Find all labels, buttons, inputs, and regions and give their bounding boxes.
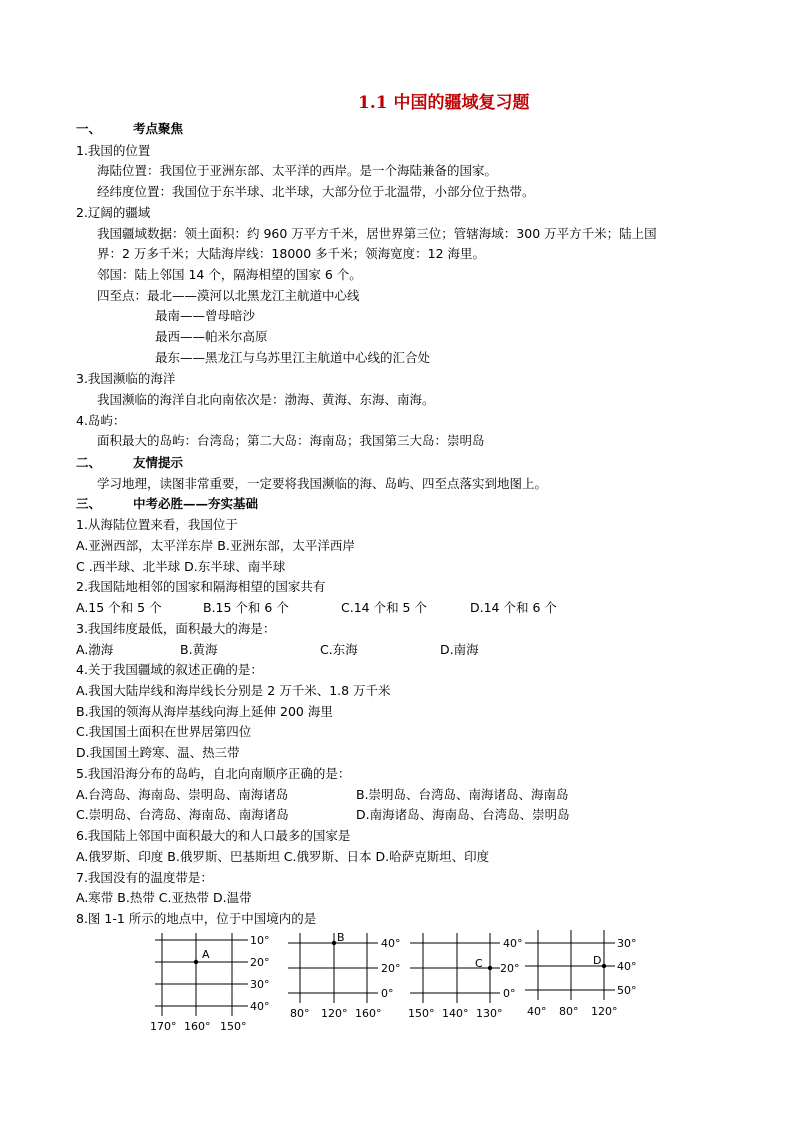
text-line: 海陆位置：我国位于亚洲东部、太平洋的西岸。是一个海陆兼备的国家。 [97,163,498,178]
text-line: 最东——黑龙江与乌苏里江主航道中心线的汇合处 [155,350,431,365]
lat-label: 0° [381,987,394,1000]
lat-label: 40° [250,1000,270,1013]
section-label: 中考必胜——夯实基础 [133,496,259,511]
section-label: 友情提示 [133,455,184,470]
point-label: B [337,931,345,944]
page-title: 1.1 中国的疆域复习题 [358,93,530,113]
section-number: 三、 [76,496,102,511]
lon-label: 160° [355,1007,382,1020]
question-1-options: A.亚洲西部，太平洋东岸 B.亚洲东部，太平洋西岸 [76,538,355,553]
question-7: 7.我国没有的温度带是： [76,870,213,885]
text-line: 邻国：陆上邻国 14 个，隔海相望的国家 6 个。 [97,267,362,282]
lon-label: 120° [321,1007,348,1020]
grid-figure-a [155,933,248,1016]
point-label: C [475,957,483,970]
point-a-marker [194,960,198,964]
lat-label: 10° [250,934,270,947]
option-b: B.黄海 [180,642,218,657]
lon-label: 80° [290,1007,310,1020]
option-b: B.崇明岛、台湾岛、南海诸岛、海南岛 [356,787,569,802]
lat-label: 20° [250,956,270,969]
point-label: A [202,948,210,961]
lon-label: 150° [408,1007,435,1020]
lat-label: 0° [503,987,516,1000]
lon-label: 120° [591,1005,618,1018]
point-d-marker [602,964,606,968]
grid-figure-d [525,930,615,1000]
lat-label: 30° [250,978,270,991]
section-number: 一、 [76,121,102,136]
option-d: D.南海诸岛、海南岛、台湾岛、崇明岛 [356,807,570,822]
point-label: D [593,954,602,967]
lon-label: 170° [150,1020,177,1033]
lat-label: 20° [381,962,401,975]
lat-label: 40° [617,960,637,973]
section-number: 二、 [76,455,102,470]
question-4: 4.关于我国疆域的叙述正确的是： [76,662,263,677]
lat-label: 40° [381,937,401,950]
text-line: 学习地理，读图非常重要，一定要将我国濒临的海、岛屿、四至点落实到地图上。 [97,476,548,491]
point-b-marker [332,941,336,945]
option-c: C.东海 [320,642,358,657]
text-line: 四至点：最北——漠河以北黑龙江主航道中心线 [97,288,360,303]
question-7-options: A.寒带 B.热带 C.亚热带 D.温带 [76,890,252,905]
lat-label: 20° [500,962,520,975]
text-line: 我国濒临的海洋自北向南依次是：渤海、黄海、东海、南海。 [97,392,435,407]
text-line: 最西——帕米尔高原 [155,329,268,344]
lat-label: 50° [617,984,637,997]
option-d: D.我国国土跨寒、温、热三带 [76,745,240,760]
option-b: B.我国的领海从海岸基线向海上延伸 200 海里 [76,704,333,719]
lon-label: 130° [476,1007,503,1020]
topic-heading: 1.我国的位置 [76,143,151,158]
text-line: 我国疆域数据：领土面积：约 960 万平方千米，居世界第三位；管辖海域：300 万平方千米；陆上国 [97,226,657,241]
option-a: A.渤海 [76,642,114,657]
grid-figure-c [410,933,500,1003]
section-label: 考点聚焦 [133,121,184,136]
option-b: B.15 个和 6 个 [203,600,289,615]
option-c: C.我国国土面积在世界居第四位 [76,724,252,739]
question-6-options: A.俄罗斯、印度 B.俄罗斯、巴基斯坦 C.俄罗斯、日本 D.哈萨克斯坦、印度 [76,849,490,864]
option-d: D.14 个和 6 个 [470,600,557,615]
topic-heading: 2.辽阔的疆域 [76,205,151,220]
option-a: A.15 个和 5 个 [76,600,162,615]
question-6: 6.我国陆上邻国中面积最大的和人口最多的国家是 [76,828,351,843]
text-line: 面积最大的岛屿：台湾岛；第二大岛：海南岛；我国第三大岛：崇明岛 [97,433,485,448]
question-1: 1.从海陆位置来看，我国位于 [76,517,238,532]
option-c: C.崇明岛、台湾岛、海南岛、南海诸岛 [76,807,289,822]
question-5: 5.我国沿海分布的岛屿，自北向南顺序正确的是： [76,766,351,781]
question-2: 2.我国陆地相邻的国家和隔海相望的国家共有 [76,579,326,594]
topic-heading: 4.岛屿： [76,413,126,428]
text-line: 界：2 万多千米；大陆海岸线：18000 多千米；领海宽度：12 海里。 [97,246,486,261]
lon-label: 140° [442,1007,469,1020]
question-1-options: C .西半球、北半球 D.东半球、南半球 [76,559,286,574]
topic-heading: 3.我国濒临的海洋 [76,371,176,386]
lat-label: 40° [503,937,523,950]
option-d: D.南海 [440,642,479,657]
question-8: 8.图 1-1 所示的地点中，位于中国境内的是 [76,911,317,926]
text-line: 经纬度位置：我国位于东半球、北半球，大部分位于北温带，小部分位于热带。 [97,184,535,199]
lon-label: 40° [527,1005,547,1018]
point-c-marker [488,966,492,970]
option-a: A.我国大陆岸线和海岸线长分别是 2 万千米、1.8 万千米 [76,683,391,698]
lon-label: 160° [184,1020,211,1033]
lon-label: 80° [559,1005,579,1018]
option-c: C.14 个和 5 个 [341,600,427,615]
lon-label: 150° [220,1020,247,1033]
option-a: A.台湾岛、海南岛、崇明岛、南海诸岛 [76,787,289,802]
lat-label: 30° [617,937,637,950]
text-line: 最南——曾母暗沙 [155,308,256,323]
question-3: 3.我国纬度最低，面积最大的海是： [76,621,276,636]
